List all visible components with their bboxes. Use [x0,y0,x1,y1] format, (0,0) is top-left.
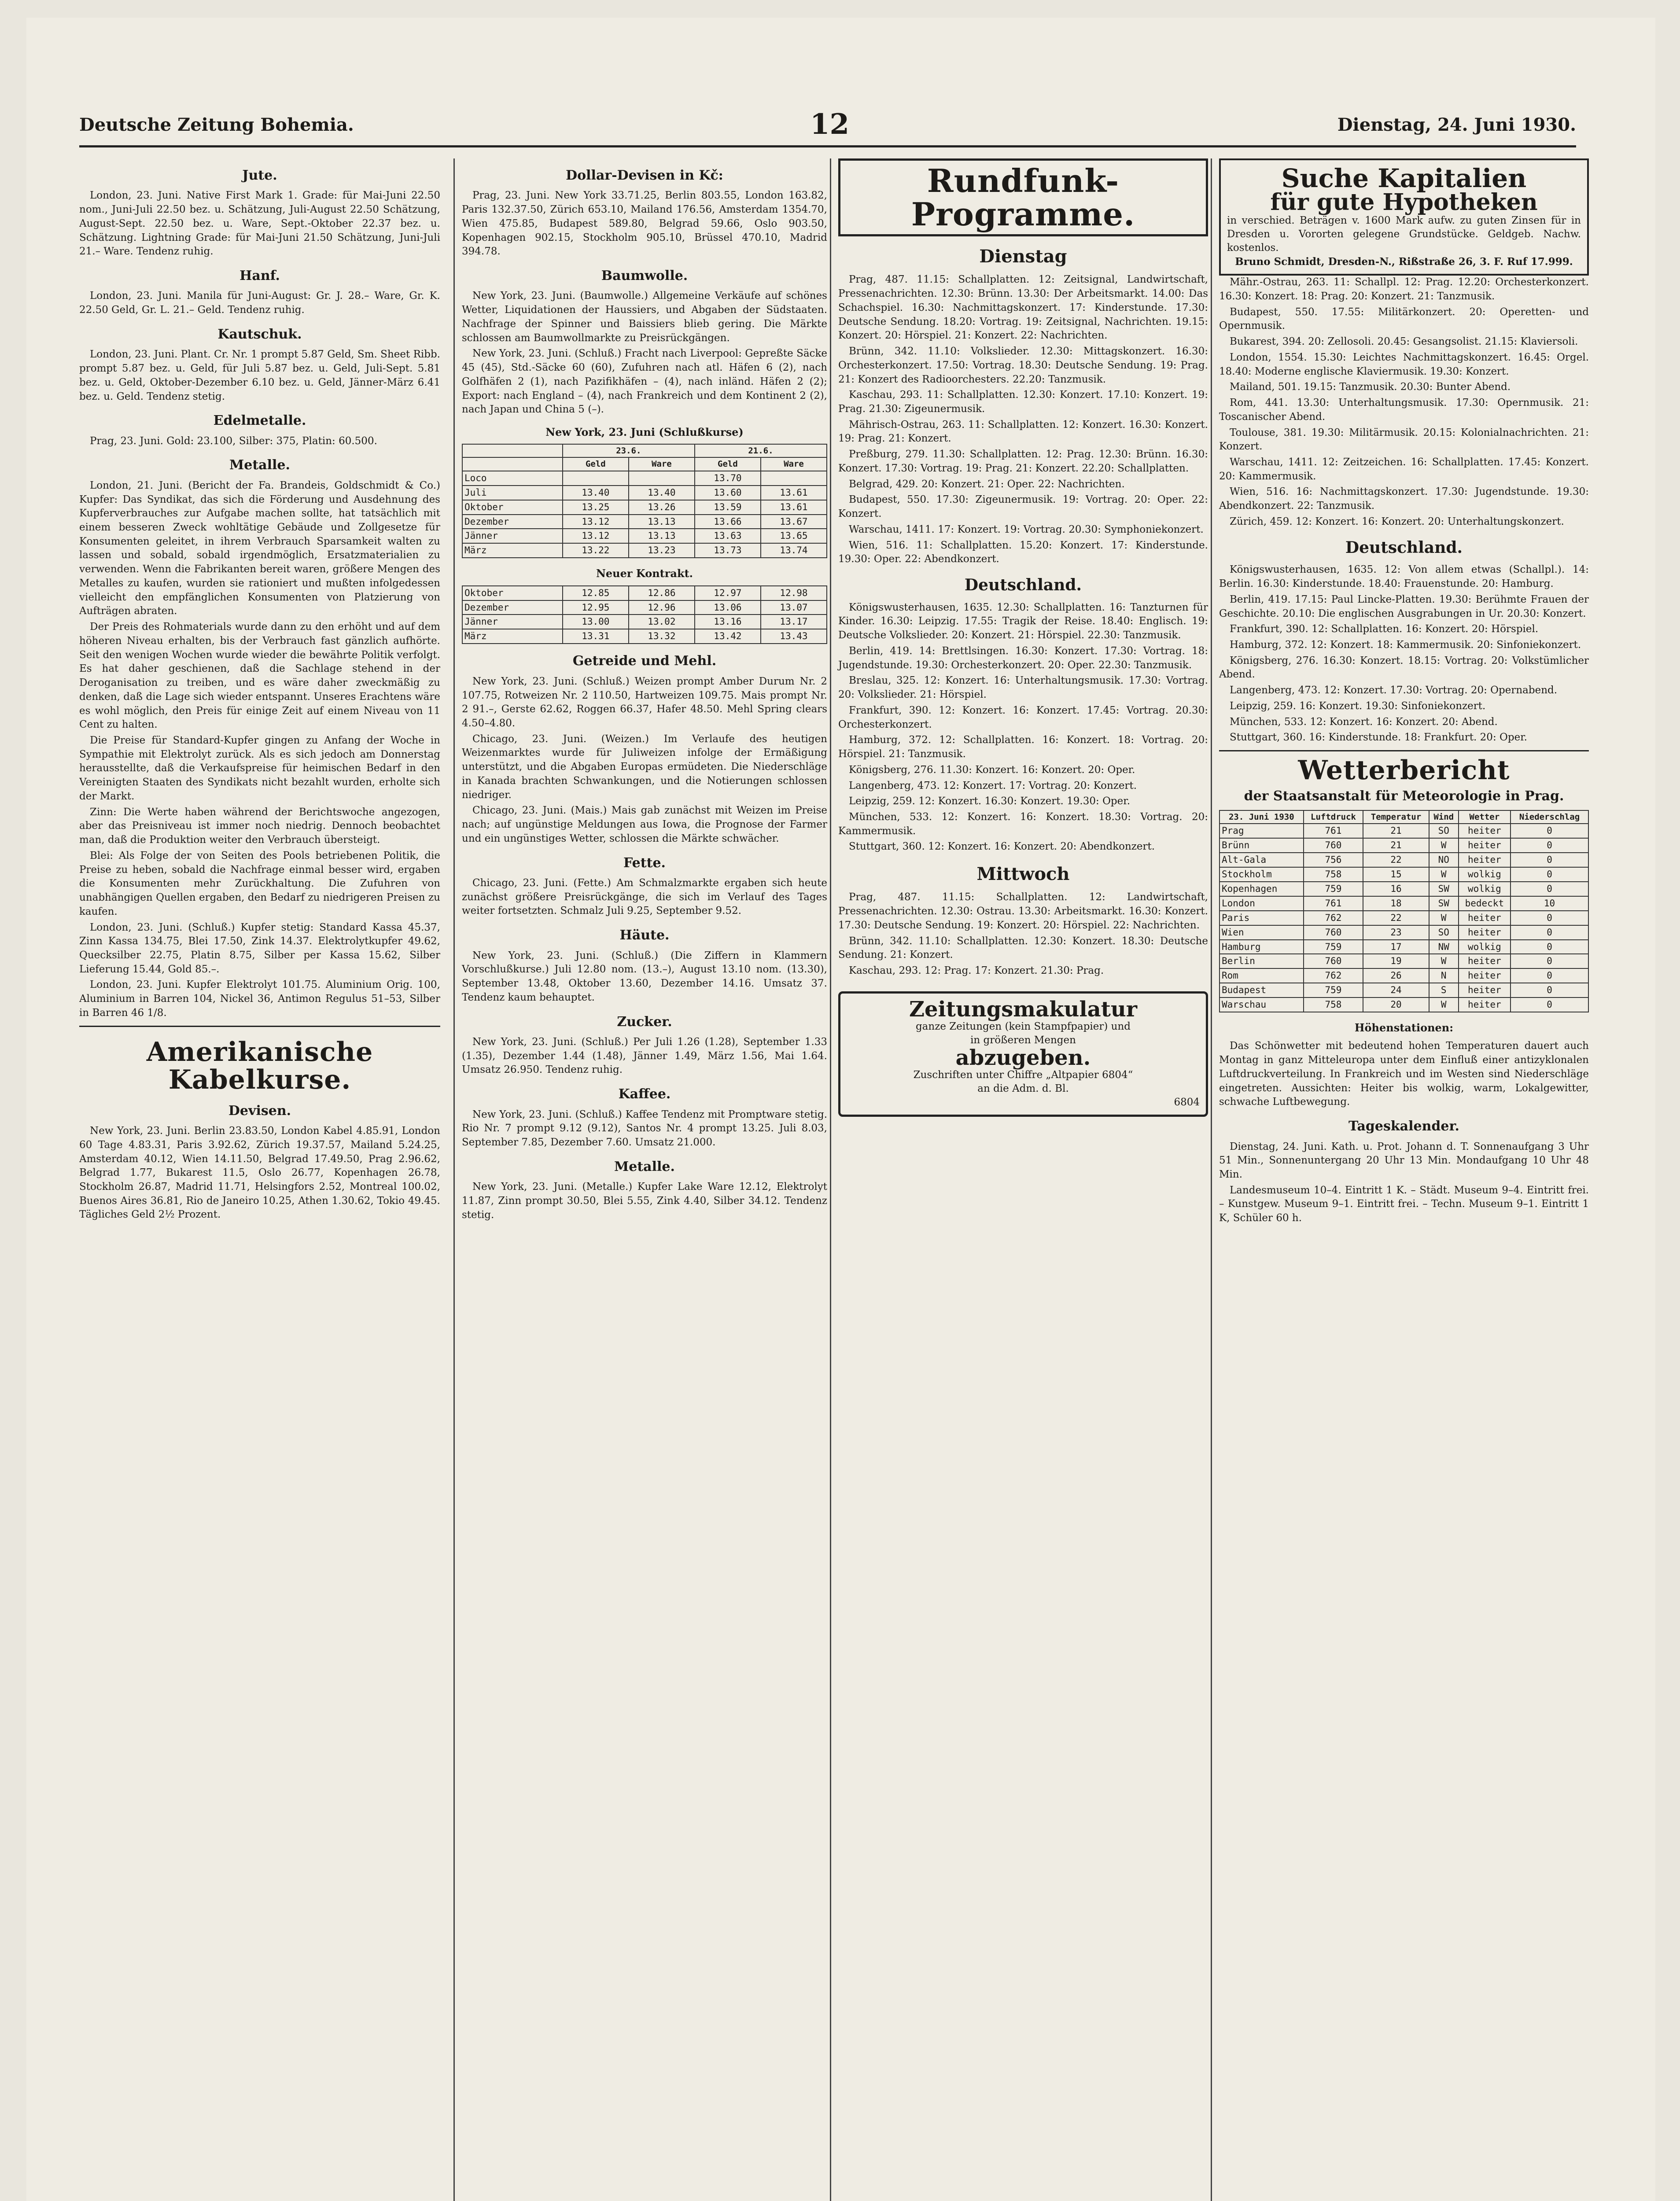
table-cell: Loco [462,471,563,486]
paragraph: Budapest, 550. 17.30: Zigeunermusik. 19: Vortrag. 20: Oper. 22: Konzert. [838,494,1208,520]
table-cell: 13.61 [761,500,827,515]
table-cell: 13.74 [761,543,827,558]
paragraph: Blei: Als Folge der von Seiten des Pools betriebenen Politik, die Preise zu heben, sobald die Nachfrage einmal besser wird, ergaben die Konsumenten mehr Zurückhaltung. Die Zufuhren von unabhängigen Quellen ergaben, den Bedarf zu niedrigeren Preisen zu kaufen. [79,850,440,917]
table-cell: W [1429,911,1459,925]
table-header: 23.6. [563,444,695,457]
table-row [462,500,827,515]
table-cell: W [1429,954,1459,968]
table-header: Wetter [1459,810,1511,824]
table-cell: 13.12 [563,529,629,543]
paragraph: Königsberg, 276. 11.30: Konzert. 16: Konzert. 20: Oper. [849,764,1135,776]
paragraph: Zinn: Die Werte haben während der Berichtswoche angezogen, aber das Preisniveau ist immer noch niedrig. Dennoch beobachtet man, daß die Produktion weiter den Verbrauch übersteigt. [79,806,440,846]
section-heading: Kautschuk. [217,326,302,342]
paragraph: Chicago, 23. Juni. (Mais.) Mais gab zunächst mit Weizen im Preise nach; auf ungünstige Meldungen aus Iowa, die Prognose der Farmer und ein ungünstiges Wetter, schlossen die Märkte schwächer. [462,805,827,844]
table-cell: 13.17 [761,615,827,629]
table-header: Ware [629,457,695,471]
table-cell: Dezember [462,600,563,615]
table-row [462,629,827,644]
table-cell: wolkig [1459,882,1511,896]
table-cell: 12.98 [761,586,827,600]
table-cell: 26 [1363,968,1429,983]
table-header: 23. Juni 1930 [1219,810,1304,824]
masthead: Deutsche Zeitung Bohemia. [79,114,354,135]
paragraph: Rom, 441. 13.30: Unterhaltungsmusik. 17.30: Opernmusik. 21: Toscanischer Abend. [1219,397,1589,423]
ad-title: Suche Kapitalien [1281,163,1527,193]
paragraph: Breslau, 325. 12: Konzert. 16: Unterhaltungsmusik. 17.30: Vortrag. 20: Volkslieder. 21: Hörspiel. [838,675,1208,701]
table-cell: 13.40 [629,486,695,500]
table-cell [761,471,827,486]
table-cell: 13.42 [695,629,761,644]
table-cell: 13.60 [695,486,761,500]
table-cell: 13.16 [695,615,761,629]
table-cell: März [462,543,563,558]
table-cell: 13.02 [629,615,695,629]
paragraph: London, 23. Juni. Plant. Cr. Nr. 1 prompt 5.87 Geld, Sm. Sheet Ribb. prompt 5.87 bez. u. Geld, für Juli 5.87 bez. u. Geld, Juli-Sept. 5.81 bez. u. Geld, Oktober-Dezember 6.10 bez. u. Geld, Jänner-März 6.41 bez. u. Geld. Tendenz stetig. [79,349,440,402]
table-cell: 13.31 [563,629,629,644]
table-cell: Rom [1219,968,1304,983]
table-title: New York, 23. Juni (Schlußkurse) [545,426,744,439]
table-cell: heiter [1459,997,1511,1012]
table-cell: W [1429,997,1459,1012]
table-cell: 13.06 [695,600,761,615]
issue-date: Dienstag, 24. Juni 1930. [1337,114,1576,135]
table-cell: 756 [1304,853,1363,867]
table-cell: 13.26 [629,500,695,515]
table-cell: Jänner [462,529,563,543]
section-heading: Metalle. [614,1159,675,1174]
table-cell: Dezember [462,515,563,529]
table-cell: 22 [1363,853,1429,867]
section-heading: Zucker. [617,1014,672,1030]
table-cell: 759 [1304,882,1363,896]
table-cell: heiter [1459,925,1511,940]
table-row [462,600,827,615]
paragraph: New York, 23. Juni. (Schluß.) Weizen prompt Amber Durum Nr. 2 107.75, Rotweizen Nr. 2 110.50, Hartweizen 109.75. Mais prompt Nr. 2 91.–, Gerste 62.62, Roggen 66.37, Hafer 48.50. Mehl Spring clears 4.50–4.80. [462,675,827,729]
table-row [462,543,827,558]
table-cell: 0 [1511,824,1588,838]
table-row [1219,968,1588,983]
table-row [462,529,827,543]
paragraph: Königsberg, 276. 16.30: Konzert. 18.15: Vortrag. 20: Volkstümlicher Abend. [1219,655,1589,681]
table-cell: Jänner [462,615,563,629]
paragraph: Hamburg, 372. 12: Konzert. 18: Kammermusik. 20: Sinfoniekonzert. [1230,639,1581,651]
table-cell: 10 [1511,896,1588,911]
paragraph: Bukarest, 394. 20: Zellosoli. 20.45: Gesangsolist. 21.15: Klaviersoli. [1230,336,1578,348]
table-cell: 13.12 [563,515,629,529]
table-row [462,471,827,486]
table-cell: 761 [1304,824,1363,838]
table-cell: 19 [1363,954,1429,968]
paragraph: Königswusterhausen, 1635. 12: Von allem etwas (Schallpl.). 14: Berlin. 16.30: Kinderstunde. 18.40: Frauenstunde. 20: Hamburg. [1219,564,1589,590]
table-cell: NO [1429,853,1459,867]
table-header: 21.6. [695,444,827,457]
divider [79,1026,440,1027]
table-cell: London [1219,896,1304,911]
table-cell: 13.59 [695,500,761,515]
table-cell: März [462,629,563,644]
paragraph: Frankfurt, 390. 12: Schallplatten. 16: Konzert. 20: Hörspiel. [1230,623,1539,635]
table-cell: 761 [1304,896,1363,911]
table-header-row [462,444,827,457]
table-header: Geld [563,457,629,471]
table-cell: S [1429,983,1459,997]
paragraph: München, 533. 12: Konzert. 16: Konzert. 20: Abend. [1230,716,1498,728]
paragraph: Prag, 23. Juni. Gold: 23.100, Silber: 375, Platin: 60.500. [90,435,377,447]
paragraph: Langenberg, 473. 12: Konzert. 17.30: Vortrag. 20: Opernabend. [1230,685,1558,696]
section-heading: Kaffee. [618,1086,671,1102]
paragraph: Prag, 23. Juni. New York 33.71.25, Berlin 803.55, London 163.82, Paris 132.37.50, Zürich 653.10, Mailand 176.56, Amsterdam 1354.70, Wien 475.85, Budapest 589.80, Belgrad 59.66, Oslo 903.50, Kopenhagen 902.15, Stockholm 905.10, Brüssel 470.10, Madrid 394.78. [462,190,827,258]
ad-title: für gute Hypotheken [1270,189,1538,216]
section-heading: Deutschland. [1345,538,1463,557]
ad-text: in größeren Mengen [970,1034,1076,1046]
table-cell: 760 [1304,925,1363,940]
table-header [462,457,563,471]
table-cell: 20 [1363,997,1429,1012]
paragraph: New York, 23. Juni. (Schluß.) (Die Ziffern in Klammern Vorschlußkurse.) Juli 12.80 nom. (13.–), August 13.10 nom. (13.30), September 13.48, Oktober 13.60, Dezember 14.16. Umsatz 37. Tendenz kaum behauptet. [462,950,827,1003]
paragraph: New York, 23. Juni. (Baumwolle.) Allgemeine Verkäufe auf schönes Wetter, Liquidationen der Haussiers, und Abgaben der Südstaaten. Nachfrage der Spinner und Baissiers blieb gering. Die Märkte schlossen am Baumwollmarkte zu Preisrückgängen. [462,290,827,344]
table-cell: Stockholm [1219,867,1304,882]
newsprint-ad [838,991,1208,1117]
table-cell: Wien [1219,925,1304,940]
table-cell: SO [1429,824,1459,838]
table-cell: 758 [1304,997,1363,1012]
weather-altitude-label: Höhenstationen: [1354,1021,1454,1034]
paragraph: Budapest, 550. 17.55: Militärkonzert. 20: Operetten- und Opernmusik. [1219,306,1589,332]
table-cell: Oktober [462,500,563,515]
table-cell: 13.22 [563,543,629,558]
paragraph: Hamburg, 372. 12: Schallplatten. 16: Konzert. 18: Vortrag. 20: Hörspiel. 21: Tanzmusik. [838,734,1208,760]
table-cell: N [1429,968,1459,983]
paragraph: Chicago, 23. Juni. (Fette.) Am Schmalzmarkte ergaben sich heute zunächst größere Preisrückgänge, die sich im Verlauf des Tages weiter fortsetzten. Schmalz Juli 9.25, September 9.52. [462,877,827,917]
table-cell: 18 [1363,896,1429,911]
table-cell: heiter [1459,838,1511,853]
section-heading: Devisen. [228,1103,291,1119]
paragraph: Berlin, 419. 17.15: Paul Lincke-Platten. 19.30: Berühmte Frauen der Geschichte. 20.10: Die englischen Ausgrabungen in Ur. 20.30: Konzert. [1219,593,1589,619]
page-header [79,110,1576,147]
table-cell: 12.96 [629,600,695,615]
table-cell: 21 [1363,838,1429,853]
table-cell: Budapest [1219,983,1304,997]
paragraph: Kaschau, 293. 12: Prag. 17: Konzert. 21.30: Prag. [849,965,1104,977]
mortgage-ad [1219,158,1589,276]
paragraph: Chicago, 23. Juni. (Weizen.) Im Verlaufe des heutigen Weizenmarktes wurde für Juliweizen infolge der Ermäßigung unterstützt, und die Abgaben Europas ermüdeten. Die Niederschläge in Kanada brachten Schwankungen, und die Notierungen schlossen niedriger. [462,733,827,801]
divider [1219,750,1589,751]
table-cell: 22 [1363,911,1429,925]
table-cell: Prag [1219,824,1304,838]
section-heading: Neuer Kontrakt. [596,567,693,580]
table-cell: 23 [1363,925,1429,940]
table-cell: 0 [1511,838,1588,853]
paragraph: Landesmuseum 10–4. Eintritt 1 K. – Städt. Museum 9–4. Eintritt frei. – Kunstgew. Museum 9–1. Eintritt frei. – Techn. Museum 9–1. Eintritt 1 K, Schüler 60 h. [1219,1184,1589,1224]
table-row [1219,824,1588,838]
table-cell: SW [1429,882,1459,896]
table-cell: wolkig [1459,867,1511,882]
cotton-table [462,444,827,558]
table-cell: 13.32 [629,629,695,644]
column-commodities [453,158,827,2201]
paragraph: New York, 23. Juni. (Metalle.) Kupfer Lake Ware 12.12, Elektrolyt 11.87, Zinn prompt 30.50, Blei 5.55, Zink 4.40, Silber 34.12. Tendenz stetig. [462,1181,827,1221]
table-row [462,615,827,629]
paragraph: Kaschau, 293. 11: Schallplatten. 12.30: Konzert. 17.10: Konzert. 19: Prag. 21.30: Zigeunermusik. [838,389,1208,415]
table-cell: heiter [1459,954,1511,968]
ad-callout: abzugeben. [955,1045,1091,1070]
table-cell: 13.23 [629,543,695,558]
paragraph: Langenberg, 473. 12: Konzert. 17: Vortrag. 20: Konzert. [849,780,1137,791]
paragraph: Wien, 516. 16: Nachmittagskonzert. 17.30: Jugendstunde. 19.30: Abendkonzert. 22: Tanzmusik. [1219,486,1589,512]
table-cell: 13.25 [563,500,629,515]
table-cell: 13.13 [629,515,695,529]
weather-subheading: der Staatsanstalt für Meteorologie in Prag. [1244,788,1564,804]
paragraph: Der Preis des Rohmaterials wurde dann zu den erhöht und auf dem höheren Niveau erhalten, bis der Verbrauch fast gänzlich aufhörte. Seit den wenigen Wochen wurde wieder die bewährte Politik verfolgt. Es hat daher geschienen, daß die Sachlage stehend in der Deroganisation zu treiben, und es wäre daher zweckmäßig zu denken, daß die Lage sich wieder entspannt. Unseres Erachtens wäre es wohl möglich, den Preis für einige Zeit auf einem Niveau von 11 Cent zu halten. [79,621,440,731]
table-cell: Berlin [1219,954,1304,968]
cable-rates-heading: Amerikanische Kabelkurse. [146,1036,373,1095]
table-cell: 13.67 [761,515,827,529]
table-cell: Alt-Gala [1219,853,1304,867]
table-row [1219,925,1588,940]
table-row [1219,911,1588,925]
table-cell: 0 [1511,983,1588,997]
paragraph: London, 1554. 15.30: Leichtes Nachmittagskonzert. 16.45: Orgel. 18.40: Moderne englische Klaviermusik. 19.30: Konzert. [1219,351,1589,377]
table-header: Wind [1429,810,1459,824]
table-cell: 12.85 [563,586,629,600]
table-cell: 13.73 [695,543,761,558]
paragraph: Frankfurt, 390. 12: Konzert. 16: Konzert. 17.45: Vortrag. 20.30: Orchesterkonzert. [838,704,1208,730]
table-cell: 13.00 [563,615,629,629]
paragraph: Stuttgart, 360. 12: Konzert. 16: Konzert. 20: Abendkonzert. [849,841,1155,853]
table-header: Niederschlag [1511,810,1588,824]
paragraph: New York, 23. Juni. (Schluß.) Per Juli 1.26 (1.28), September 1.33 (1.35), Dezember 1.44 (1.48), Jänner 1.49, März 1.56, Mai 1.64. Umsatz 26.950. Tendenz ruhig. [462,1036,827,1076]
table-cell: 0 [1511,853,1588,867]
table-row [1219,954,1588,968]
table-cell: 24 [1363,983,1429,997]
table-cell: 0 [1511,925,1588,940]
section-heading: Dienstag [979,246,1067,267]
table-cell: heiter [1459,983,1511,997]
table-row [1219,867,1588,882]
table-cell: 13.65 [761,529,827,543]
section-heading: Deutschland. [964,576,1082,595]
paragraph: Mähr.-Ostrau, 263. 11: Schallpl. 12: Prag. 12.20: Orchesterkonzert. 16.30: Konzert. 18: Prag. 20: Konzert. 21: Tanzmusik. [1219,276,1589,302]
paragraph: Warschau, 1411. 17: Konzert. 19: Vortrag. 20.30: Symphoniekonzert. [849,523,1204,535]
table-cell: 12.95 [563,600,629,615]
table-cell: 0 [1511,867,1588,882]
table-cell: 13.70 [695,471,761,486]
table-cell: 13.61 [761,486,827,500]
section-heading: Baumwolle. [601,268,688,284]
table-row [1219,997,1588,1012]
table-row [1219,940,1588,954]
paragraph: Belgrad, 429. 20: Konzert. 21: Oper. 22: Nachrichten. [849,478,1125,490]
section-heading: Metalle. [229,457,290,473]
table-row [1219,983,1588,997]
paragraph: Stuttgart, 360. 16: Kinderstunde. 18: Frankfurt. 20: Oper. [1230,732,1527,743]
table-cell: 760 [1304,954,1363,968]
ad-text: Zuschriften unter Chiffre „Altpapier 6804“ [913,1069,1133,1081]
paragraph: Warschau, 1411. 12: Zeitzeichen. 16: Schallplatten. 17.45: Konzert. 20: Kammermusik. [1219,456,1589,482]
table-cell: heiter [1459,853,1511,867]
section-heading: Hanf. [239,268,280,284]
table-header: Luftdruck [1304,810,1363,824]
paragraph: Berlin, 419. 14: Brettlsingen. 16.30: Konzert. 17.30: Vortrag. 18: Jugendstunde. 19.30: Orchesterkonzert. 20: Oper. 22.30: Tanzmusik. [838,645,1208,671]
table-cell: 13.63 [695,529,761,543]
table-cell: 17 [1363,940,1429,954]
weather-forecast: Das Schönwetter mit bedeutend hohen Temperaturen dauert auch Montag in ganz Mitteleuropa unter dem Einfluß einer antizyklonalen Luftdruckverteilung. In Frankreich und im Westen sind Niederschläge eingetreten. Aussichten: Heiter bis wolkig, warm, Lokalgewitter, schwache Luftbewegung. [1219,1040,1589,1108]
table-cell: NW [1429,940,1459,954]
table-cell: 759 [1304,940,1363,954]
section-heading: Dollar-Devisen in Kč: [566,168,723,183]
table-cell: Kopenhagen [1219,882,1304,896]
paragraph: Die Preise für Standard-Kupfer gingen zu Anfang der Woche in Sympathie mit Elektrolyt zurück. Als es sich jedoch am Donnerstag herausstellte, daß die Verkaufspreise für heimischen Bedarf in den Vereinigten Staaten des Syndikats nicht bezahlt wurden, erholte sich der Markt. [79,734,440,802]
table-cell: 13.07 [761,600,827,615]
table-cell: Paris [1219,911,1304,925]
paragraph: Preßburg, 279. 11.30: Schallplatten. 12: Prag. 12.30: Brünn. 16.30: Konzert. 17.30: Vortrag. 19: Prag. 21: Konzert. 22.20: Schallplatten. [838,449,1208,474]
section-heading: Tageskalender. [1348,1119,1459,1134]
paragraph: London, 23. Juni. (Schluß.) Kupfer stetig: Standard Kassa 45.37, Zinn Kassa 134.75, Blei 17.50, Zink 14.37. Elektrolytkupfer 49.62, Quecksilber 22.75, Platin 8.75, Silber per Kassa 15.62, Silber Lieferung 15.44, Gold 85.–. [79,921,440,975]
paragraph: Brünn, 342. 11.10: Volkslieder. 12.30: Mittagskonzert. 16.30: Orchesterkonzert. 17.50: Vortrag. 18.30: Deutsche Sendung. 19: Prag. 21: Konzert des Radioorchesters. 22.20: Tanzmusik. [838,346,1208,385]
table-cell: 12.86 [629,586,695,600]
paragraph: Königswusterhausen, 1635. 12.30: Schallplatten. 16: Tanzturnen für Kinder. 16.30: Leipzig. 17.55: Tragik der Reise. 18.40: Englisch. 19: Deutsche Volkslieder. 20: Konzert. 21: Hörspiel. 22.30: Tanzmusik. [838,601,1208,641]
paragraph: New York, 23. Juni. (Schluß.) Kaffee Tendenz mit Promptware stetig. Rio Nr. 7 prompt 9.12 (9.12), Santos Nr. 4 prompt 13.25. Juli 8.03, September 7.85, Dezember 7.60. Umsatz 21.000. [462,1108,827,1148]
paragraph: Prag, 487. 11.15: Schallplatten. 12: Landwirtschaft, Pressenachrichten. 12.30: Ostrau. 13.30: Arbeitsmarkt. 16.30: Konzert. 17.30: Deutsche Sendung. 19: Konzert. 20: Hörspiel. 22: Nachrichten. [838,891,1208,931]
table-header: Temperatur [1363,810,1429,824]
table-cell: 0 [1511,911,1588,925]
table-cell: SO [1429,925,1459,940]
column-markets [79,158,440,2201]
table-header [462,444,563,457]
table-cell: 21 [1363,824,1429,838]
paragraph: Leipzig, 259. 12: Konzert. 16.30: Konzert. 19.30: Oper. [849,795,1131,807]
paragraph: New York, 23. Juni. (Schluß.) Fracht nach Liverpool: Gepreßte Säcke 45 (45), Std.-Säcke 60 (60), Zufuhren nach atl. Häfen 6 (2), nach Golfhäfen 2 (1), nach Pazifikhäfen – (4), nach inländ. Häfen 2 (2); Export: nach England – (4), nach Frankreich und dem Kontinent 2 (2), nach Japan und China 5 (–). [462,348,827,416]
section-heading: Fette. [623,855,666,871]
section-heading: Edelmetalle. [213,413,306,429]
table-header: Ware [761,457,827,471]
table-cell: 13.66 [695,515,761,529]
table-row [1219,882,1588,896]
table-cell: 0 [1511,940,1588,954]
paragraph: Brünn, 342. 11.10: Schallplatten. 12.30: Konzert. 18.30: Deutsche Sendung. 21: Konzert. [838,935,1208,961]
weather-table [1219,810,1589,1013]
table-cell [629,471,695,486]
table-row [1219,896,1588,911]
paragraph: Toulouse, 381. 19.30: Militärmusik. 20.15: Kolonialnachrichten. 21: Konzert. [1219,427,1589,453]
section-heading: Mittwoch [976,864,1070,885]
table-row [1219,853,1588,867]
table-cell: Brünn [1219,838,1304,853]
table-cell: 16 [1363,882,1429,896]
table-cell: Juli [462,486,563,500]
table-cell: Hamburg [1219,940,1304,954]
cotton-table-new [462,585,827,644]
table-subheader-row [462,457,827,471]
table-cell: 760 [1304,838,1363,853]
paragraph: München, 533. 12: Konzert. 16: Konzert. 18.30: Vortrag. 20: Kammermusik. [838,811,1208,837]
ad-text: ganze Zeitungen (kein Stampfpapier) und [915,1020,1131,1032]
table-cell: 762 [1304,911,1363,925]
radio-heading: Rundfunk-Programme. [911,162,1135,233]
table-cell: 762 [1304,968,1363,983]
section-heading: Häute. [619,928,670,943]
ad-contact: Bruno Schmidt, Dresden-N., Rißstraße 26, 3. F. Ruf 17.999. [1235,256,1573,268]
table-cell: 0 [1511,954,1588,968]
paragraph: Prag, 487. 11.15: Schallplatten. 12: Zeitsignal, Landwirtschaft, Pressenachrichten. 12.30: Brünn. 13.30: Der Arbeitsmarkt. 14.00: Das Schachspiel. 16.30: Nachmittagskonzert. 17: Kinderstunde. 17.30: Deutsche Sendung. 18.20: Vortrag. 19: Zeitsignal, Nachrichten. 19.15: Konzert. 20: Hörspiel. 21: Konzert. 22: Nachrichten. [838,274,1208,342]
table-cell [563,471,629,486]
column-radio [830,158,1208,2201]
table-cell: 13.43 [761,629,827,644]
table-row [462,586,827,600]
section-heading: Getreide und Mehl. [572,653,717,669]
table-cell: 0 [1511,882,1588,896]
column-ads-weather [1211,158,1589,2201]
page-number: 12 [810,108,850,141]
table-cell: 0 [1511,968,1588,983]
table-cell: 758 [1304,867,1363,882]
paragraph: London, 23. Juni. Native First Mark 1. Grade: für Mai-Juni 22.50 nom., Juni-Juli 22.50 bez. u. Schätzung, Juli-August 22.50 Schätzung, August-Sept. 22.50 bez. u. Ware, Sept.-Oktober 22.37 bez. u. Schätzung. Lightning Grade: für Mai-Juni 21.50 Schätzung, Juni-Juli 21.– Ware. Tendenz ruhig. [79,190,440,258]
table-row [462,515,827,529]
table-cell: heiter [1459,824,1511,838]
paragraph: London, 23. Juni. Manila für Juni-August: Gr. J. 28.– Ware, Gr. K. 22.50 Geld, Gr. L. 21.– Geld. Tendenz ruhig. [79,290,440,316]
radio-heading-box [838,158,1208,236]
table-cell: Oktober [462,586,563,600]
paragraph: London, 23. Juni. Kupfer Elektrolyt 101.75. Aluminium Orig. 100, Aluminium in Barren 104, Nickel 36, Antimon Regulus 51–53, Silber in Barren 46 1/8. [79,979,440,1019]
table-cell: 13.40 [563,486,629,500]
table-cell: heiter [1459,968,1511,983]
table-cell: SW [1429,896,1459,911]
paragraph: Dienstag, 24. Juni. Kath. u. Prot. Johann d. T. Sonnenaufgang 3 Uhr 51 Min., Sonnenuntergang 20 Uhr 13 Min. Mondaufgang 10 Uhr 48 Min. [1219,1141,1589,1180]
ad-title: Zeitungsmakulatur [909,997,1138,1022]
table-cell: 13.13 [629,529,695,543]
table-cell: 15 [1363,867,1429,882]
table-row [462,486,827,500]
paragraph: Mailand, 501. 19.15: Tanzmusik. 20.30: Bunter Abend. [1230,381,1511,393]
paragraph: Mährisch-Ostrau, 263. 11: Schallplatten. 12: Konzert. 16.30: Konzert. 19: Prag. 21: Konzert. [838,419,1208,445]
table-cell: 759 [1304,983,1363,997]
section-heading: Jute. [242,168,277,183]
paragraph: London, 21. Juni. (Bericht der Fa. Brandeis, Goldschmidt & Co.) Kupfer: Das Syndikat, das sich die Förderung und Ausdehnung des Kupferverbrauches zur Aufgabe machen sollte, hat tatsächlich mit einem besseren Zweck wohltätige Gebäude und Zollgesetze für Konsumenten geleitet, in ihrem Verbrauch Sparsamkeit walten zu lassen und sobald, sobald irgendmöglich, Ersatzmaterialien zu verwenden. Wenn die Fabrikanten bereit waren, größere Mengen des Metalles zu kaufen, wurden sie rationiert und mußten infolgedessen vielleicht den empfänglichen Konsumenten von Platzierung von Aufträgen abraten. [79,479,440,617]
table-cell: Warschau [1219,997,1304,1012]
table-cell: heiter [1459,911,1511,925]
paragraph: Zürich, 459. 12: Konzert. 16: Konzert. 20: Unterhaltungskonzert. [1230,515,1564,527]
ad-text: an die Adm. d. Bl. [977,1082,1069,1094]
table-cell: W [1429,867,1459,882]
paragraph: New York, 23. Juni. Berlin 23.83.50, London Kabel 4.85.91, London 60 Tage 4.83.31, Paris 3.92.62, Zürich 19.37.57, Mailand 5.24.25, Amsterdam 40.12, Wien 14.11.50, Belgrad 17.49.50, Prag 2.96.62, Belgrad 1.77, Bukarest 11.5, Oslo 26.77, Kopenhagen 26.78, Stockholm 26.87, Madrid 11.71, Helsingfors 2.52, Montreal 100.02, Buenos Aires 36.81, Rio de Janeiro 10.25, Athen 1.30.62, Tokio 49.45. Tägliches Geld 2½ Prozent. [79,1125,440,1221]
weather-heading: Wetterbericht [1298,755,1510,786]
table-header-row [1219,810,1588,824]
paragraph: Leipzig, 259. 16: Konzert. 19.30: Sinfoniekonzert. [1230,700,1486,712]
ad-text: in verschied. Beträgen v. 1600 Mark aufw. zu guten Zinsen für in Dresden u. Vororten gelegene Grundstücke. Geldgeb. Nachw. kostenlos. [1227,215,1581,254]
table-cell: wolkig [1459,940,1511,954]
table-cell: bedeckt [1459,896,1511,911]
table-cell: 0 [1511,997,1588,1012]
ad-number: 6804 [1174,1097,1200,1108]
table-row [1219,838,1588,853]
table-header: Geld [695,457,761,471]
table-cell: 12.97 [695,586,761,600]
paragraph: Wien, 516. 11: Schallplatten. 15.20: Konzert. 17: Kinderstunde. 19.30: Oper. 22: Abendkonzert. [838,539,1208,565]
table-cell: W [1429,838,1459,853]
